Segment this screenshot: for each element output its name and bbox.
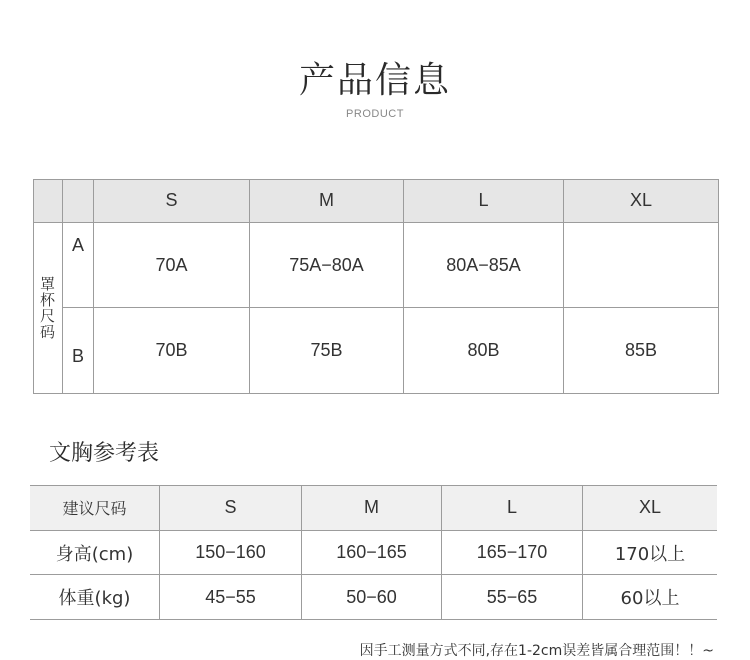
table-cell: 70A: [155, 254, 188, 275]
cup-label: B: [71, 345, 84, 366]
page-title: 产品信息: [298, 60, 451, 101]
table-cell: 170以上: [614, 543, 686, 565]
reference-table: [30, 485, 717, 620]
cup-size-table: [33, 179, 719, 394]
table-cell: 45−55: [205, 586, 256, 607]
row-header: 建议尺码: [62, 499, 127, 518]
column-header: S: [165, 190, 178, 210]
table-cell: [564, 223, 718, 307]
page-subtitle: PRODUCT: [346, 108, 404, 120]
footnote: 因手工测量方式不同,存在1-2cm误差皆属合理范围！！~: [359, 643, 714, 659]
table-cell: 75B: [310, 340, 343, 360]
row-header: 体重(kg): [58, 588, 131, 609]
column-header: XL: [629, 190, 653, 210]
table-cell: 75A−80A: [289, 254, 364, 275]
table-cell: 50−60: [346, 586, 397, 607]
column-header: S: [224, 497, 237, 517]
column-header: M: [319, 190, 334, 210]
column-header: L: [478, 190, 489, 210]
section-title: 文胸参考表: [49, 441, 160, 466]
cup-label: A: [71, 234, 84, 255]
table-cell: 150−160: [195, 542, 266, 562]
column-header: XL: [638, 497, 662, 517]
table-cell: 55−65: [486, 586, 538, 607]
column-header: L: [506, 497, 517, 517]
row-group-label: 罩杯尺码: [38, 276, 56, 340]
row-header: 身高(cm): [55, 543, 134, 565]
table-cell: 165−170: [476, 542, 548, 562]
table-cell: 80B: [467, 340, 500, 360]
table-cell: 85B: [624, 340, 658, 360]
table-cell: 70B: [155, 340, 188, 360]
table-cell: 60以上: [620, 588, 680, 609]
table-cell: 160−165: [336, 542, 407, 562]
table-cell: 80A−85A: [446, 254, 521, 275]
column-header: M: [364, 497, 379, 517]
